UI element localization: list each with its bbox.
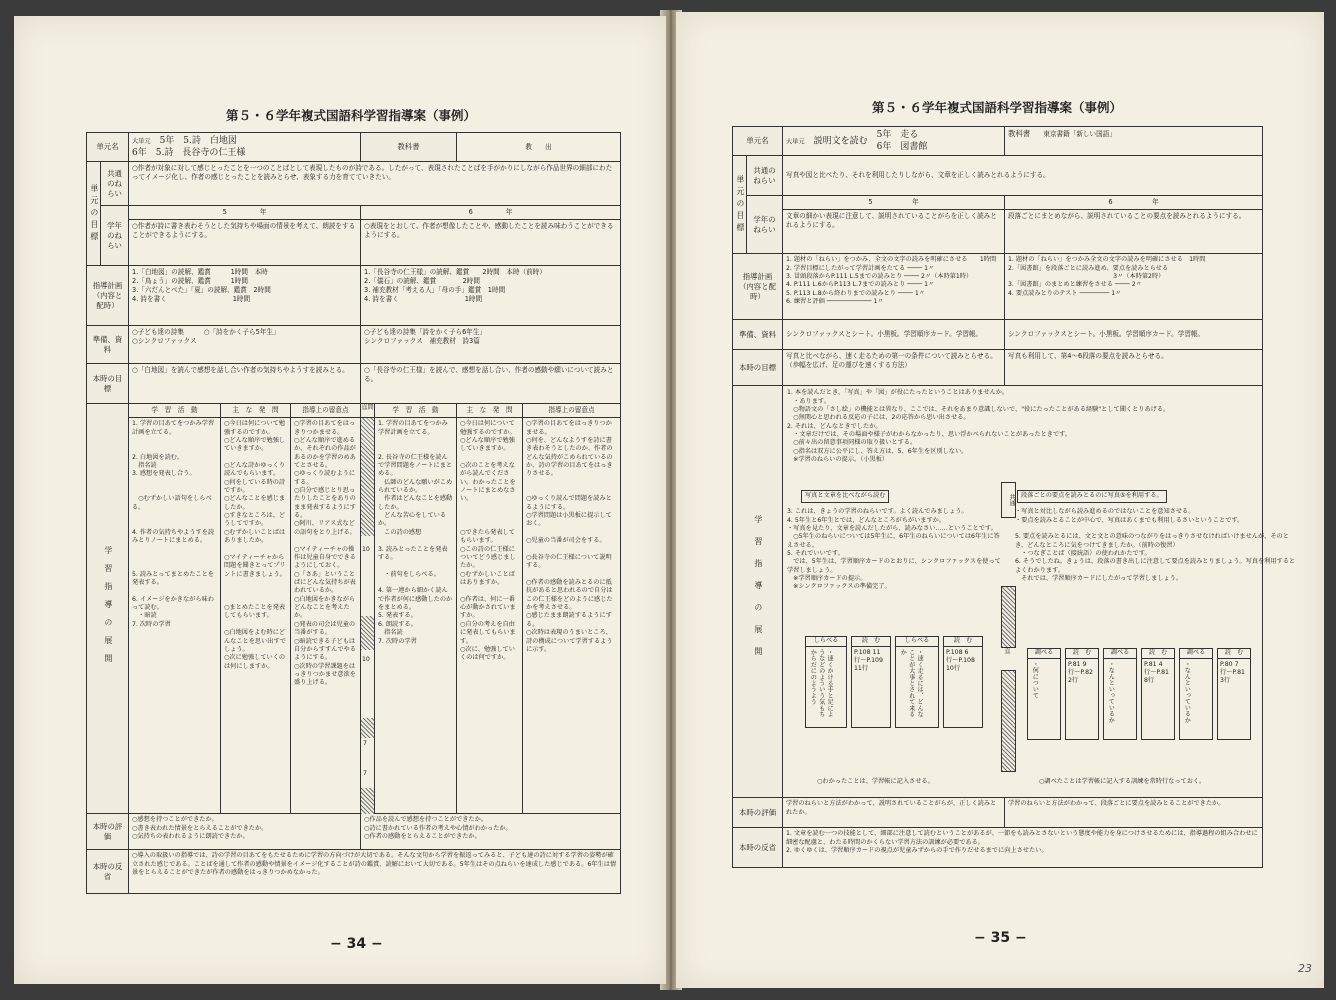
card-body: P.108 11行〜P.109 11行: [854, 648, 883, 673]
corner-note: 23: [1298, 962, 1312, 975]
sequence-card: [1179, 648, 1213, 740]
common-aim: ○作者が対象に対して感じとったことを一つのことばとして表現したものが詩である。したがって、表現されたことばを手がかりにしながら作品世界の細部にわたってイメージ化し、作者の感じとったことを読みとらせ、表象する力を育てていきたい。: [129, 162, 621, 206]
grade5-aim: 文章の細かい表現に注意して、説明されていることがらを正しく読みとれるようにする。: [783, 210, 1005, 254]
direct-indirect-column: [361, 418, 375, 814]
sequence-card: [1103, 648, 1137, 740]
right-lesson-plan-table: [732, 126, 1296, 868]
proc-common: 1. 本を読んだとき、「写真」や「図」が役にたったということはありませんか。 ・あります。 ○物語文の「さし絵」の機能とは異なり、ここでは、それをあまり意識しないで、"役にたったことがある経験"として聞くとりあげる。 ○無関心と思われる反応の子には、2の応答から思い出させる。 2. それは、どんなときでしたか。 ・文章だけでは、その場面や様子がわからなかったり、思い浮かべられないことがあったときです。 ○前々出の留意事項同様の取り扱いとする。 ○指名は双方に公平にし、答え方は、5、6年生を区別しない。 ※学習のねらいの提示。（小黒板）: [787, 389, 1170, 464]
big-unit-label: 大単元: [132, 138, 151, 145]
hatch-block: [1001, 586, 1016, 648]
common-aim-label: 共通のねらい: [747, 156, 783, 196]
col-activity-6: 学 習 活 動: [375, 404, 457, 418]
left-page-number: − 34 −: [330, 936, 383, 952]
aim6-box: 段落ごとの要点を読みとるのに写真⑤を利用する。: [1017, 490, 1167, 502]
unit-label: 単元名: [733, 127, 783, 156]
review: 1. 文章を読む一つの技能として、細部に注意して読むということがあるが、一節をも読みとさないという態度や能力を身につけさせるためには、指導過程の組み合わせに細密な配慮と、わたる時間のかくらない学習方法の訓練が必要である。 2. ゆくゆくは、学習順序カードの視点が児童みずからの手で作りだせるまでに向上させたい。: [783, 828, 1263, 868]
card-label: 読 む: [1066, 649, 1098, 658]
hatch-block: [361, 788, 374, 814]
card-label: 読 む: [1218, 649, 1250, 658]
proc5-activity: 1. 学習の目あてをつかみ学習計画を立てる。 2. 白地図を読む。 指名読 3. 感想を発表し合う。 ○むずかしい語句をしらべる。 4. 作者の気持ちやようすを読みとりノートにまとめる。 5. 読みとってまとめたことを発表する。 6. イメージをかきながら味わって読む。 ・暗読 7. 次時の学習: [129, 418, 221, 814]
common-aim-label: 共通のねらい: [101, 162, 129, 206]
textbook-cell: [1005, 127, 1263, 156]
review: ○導入の取扱いの指導では、詩の学習の目あてをもたせるために学習の方向づけが大切である。そんな文句から学習を振返ってみると、子ども達の詩に対する学習の姿勢が確立された感じである。ことばを通して作者の感動や情景をイメージ化することが詩の鑑賞、読解において大切である。5年生はその点ねらいを達成した感じである。6年生は情景をとらえることができたが作者の感動をはっきりつかめなかった。: [129, 850, 621, 894]
unit-text: 5年 5.詩 白地図 6年 5.詩 長谷寺の仁王様: [132, 136, 246, 159]
col-direct: 直間: [361, 404, 375, 418]
card-body: P.81 4行〜P.81 8行: [1144, 660, 1169, 685]
prep5: ○子ども達の詩集 ○「詩をかく子ら5年生」 ○シンクロファックス: [129, 326, 361, 364]
card-label: 読 む: [944, 637, 982, 646]
card-body: P.81 9行〜P.82 2行: [1068, 660, 1093, 685]
proc5-notes: ○学習の目あてをはっきりつかませる。 ○どんな順序で進めるか、それぞれの作品があるのかを学習のめあてとさせる。 ○ゆっくり読むようにする。 ○自分で感じとり思ったりしたことをありのまま発表するようにする。 ○阿川、リアス式などの語句をとり上げる。 ○マイティーチャの操作は児童自身でできるようにしておく。 ○「さあ」ということばにどんな気持ちが表われているか。 ○白地図をかきながらどんなことを考えたか。 ○発表の司会は児童の当番がする。 ○暗読できる子どもは自分からすすんでやるようにする。 ○次時の学習課題をはっきりつかませ意欲を盛り上げる。: [291, 418, 361, 814]
goal-label: 単元の目標: [87, 162, 101, 266]
eval-label: 本時の評価: [733, 798, 783, 828]
unit-label: 単元名: [87, 133, 129, 162]
card-label: 読 む: [852, 637, 890, 646]
grade6-header: 6 年: [1005, 196, 1263, 210]
sequence-card: [1027, 648, 1061, 740]
card6-row: [1027, 648, 1297, 748]
proc6-question: ○今日は何について勉強するのですか。 ○どんな順序で勉強していきますか。 ○次のことを考えながら読んでください。わかったことをノートにまとめなさい。 ○できたら発表してもらいます。 ○この詩の仁王様についてどう感じましたか。 ○むずかしいことばはありますか。 ○作者は、何に一番心が動かされていますか。 ○自分の考えを自由に発表してもらいます。 ○次に、勉強していくのは何ですか。: [457, 418, 523, 814]
prep6: シンクロファックスとシート。小黒板。学習順序カード。学習帳。: [1005, 320, 1263, 350]
textbook-label: 教科書: [1008, 129, 1031, 138]
right-page-number: − 35 −: [974, 930, 1027, 946]
left-page: [14, 16, 666, 984]
col-activity-5: 学 習 活 動: [129, 404, 221, 418]
eval-label: 本時の評価: [87, 814, 129, 850]
left-lesson-plan-table: [86, 132, 621, 894]
card-body: ・何について: [1031, 660, 1039, 698]
col-notes-5: 指導上の留意点: [291, 404, 361, 418]
common-aim: 写真や図と比べたり、それを利用したりしながら、文章を正しく読みとれるようにする。: [783, 156, 1263, 196]
proc6-end: ○調べたことは学習帳に記入する訓練を常時行なっておく。: [1039, 778, 1206, 786]
grade6-aim: 段落ごとにまとめながら、説明されていることの要点を読みとれるようにする。: [1005, 210, 1263, 254]
card-body: ・なんといっているか: [1107, 660, 1115, 723]
direct-mark-4: 7: [363, 770, 367, 778]
today-goal5: ○「白地図」を読んで感想を話し合い作者の気持ちやようすを読みとる。: [129, 364, 361, 404]
review-label: 本時の反省: [733, 828, 783, 868]
card-label: 調べる: [1028, 649, 1060, 658]
prep6: ○子ども達の詩集「詩をかく子ら6年生」 シンクロファックス 補充教材 詩3篇: [361, 326, 621, 364]
grade5-header: 5 年: [783, 196, 1005, 210]
proc6-activity: 1. 学習の目あてをつかみ学習計画を立てる。 2. 長谷寺の仁王様を読んで学習問題をノートにまとめる。 仏師のどんな願いがこめられているか。 作者はどんなことを感動したか。 どんな苦心をしているか。 この詩の感想 3. 読みとったことを発表する。 ・前句をしらべる。 4. 第一連から細かく読んで作者が何に感動したのかをまとめる。 5. 発表する。 6. 朗読する。 指名読 7. 次時の学習: [375, 418, 457, 814]
unit-value: [783, 127, 1005, 156]
today-goal6: ○「長谷寺の仁王様」を読んで、感想を話し合い、作者の感動や願いについて読みとる。: [361, 364, 621, 404]
eval6: ○作品を読んで感想を持つことができたか。 ○詩に書かれている作者の考えや心情がわかったか。 ○作者の感動をとらえることができたか。: [361, 814, 621, 850]
card5-row: [805, 636, 985, 736]
plan5: 1.「白地図」の読解、鑑賞 1時間 本時 2.「鳥ょう」の読解、鑑賞 1時間 3.「六だんとべた」「夏」の読解、鑑賞 2時間 4. 詩を書く 1時間: [129, 266, 361, 326]
grade5-aim: ○作者が詩に書き表わそうとした気持ちや場面の情景を考えて、朗読をすることができるようにする。: [129, 220, 361, 266]
hatch-block: [361, 616, 374, 650]
prep-label: 準備、資料: [87, 326, 129, 364]
unit-big: 説明文を読む: [813, 136, 868, 147]
review-label: 本時の反省: [87, 850, 129, 894]
grade5-header: 5 年: [129, 206, 361, 220]
card-body: P.80 7行〜P.81 3行: [1220, 660, 1245, 685]
proc6: ・写真と対比しながら読み進めるのではないことを意知させる。 ・要点を読みとることが中心で、写真はあくまでも利用しるさいということです。 5. 要点を読みとるには、文と文との意味のつながりをはっきりさせなければいけませんが、そのとき、どんなところに気をつけてきましたか。（前時の復習） ・つなぎことば（接続語）の使われかたです。 6. そうでしたね。きょうは、段落の書き出しに注意して要点を読みとりましょう。写真を利用するとよくわかります。 それでは、学習順序カードにしたがって学習しましょう。: [1015, 508, 1296, 583]
grade6-header: 6 年: [361, 206, 621, 220]
left-page-title: 第５・６学年複式国語科学習指導案（事例）: [226, 108, 477, 123]
card-label: 読 む: [1142, 649, 1174, 658]
sequence-card: [895, 636, 939, 728]
card-body: ・速く走るには、どんなことが大事とされて来るか: [899, 648, 924, 717]
side-mark-common: 共通: [1001, 482, 1016, 518]
direct-mark-3: 7: [363, 740, 367, 748]
col-notes-6: 指導上の留意点: [523, 404, 621, 418]
process-label: 学習指導の展開: [733, 386, 783, 798]
today-goal6: 写真も利用して、第4〜6段落の要点を読みとらせる。: [1005, 350, 1263, 386]
unit-value: [129, 133, 361, 162]
proc5-question: ○今日は何について勉強するのですか。 ○どんな順序で勉強していきますか。 ○どんな詩かゆっくり読んでもらいます。 ○何をしている時の詩ですか。 ○どんなことを感じましたか。 ○すきなところは、どうしてですか。 ○むずかしいことばはありましたか。 ○マイティーチャから問題を聞きとってプリントに書きましょう。 ○まとめたことを発表してもらいます。 ○白地図をよむ時にどんなことを思い出すでしょう。 ○次に勉強していくのは何にしますか。: [221, 418, 291, 814]
sequence-card: [943, 636, 983, 728]
hatch-block: [361, 418, 374, 536]
grade6-aim: ○表現をとおして、作者が想像したことや、感動したことを読み味わうことができるようにする。: [361, 220, 621, 266]
card-body: ・なんといっているか: [1183, 660, 1191, 723]
card-label: しらべる: [896, 637, 938, 646]
textbook-label: 教科書: [361, 133, 457, 162]
hatch-block: [1001, 670, 1016, 772]
col-question-6: 主 な 発 問: [457, 404, 523, 418]
card-body: ・速くかける手と足にようなどのよういう気もちからだにのようよう: [809, 648, 834, 717]
sequence-card: [805, 636, 847, 728]
eval5: 学習のねらいと方法がわかって、説明されていることがらが、正しく読みとれたか。: [783, 798, 1005, 828]
today-goal-label: 本時の目標: [733, 350, 783, 386]
today-goal-label: 本時の目標: [87, 364, 129, 404]
direct-mark-1: 10: [362, 546, 370, 554]
direct-mark-2: 10: [362, 656, 370, 664]
sequence-card: [1217, 648, 1251, 740]
process-label: 学習指導の展開: [87, 404, 129, 814]
card-label: しらべる: [806, 637, 846, 646]
textbook-value: 教 出: [457, 133, 621, 162]
process-cell: [783, 386, 1296, 798]
sequence-card: [851, 636, 891, 728]
proc6-notes: ○学習の目あてをはっきりつかませる。 ○何を、どんなようすを詩に書き表わそうとしたのか、作者のどんな気持がこめられているのか、詩の学習の目あてをはっきりさせる。 ○ゆっくり読んで問題を読みとるようにする。 ○学習問題は小黒板に提示しておく。 ○児童の当番が司会をする。 ○長谷寺の仁王様について説明する。 ○作者の感動を読みとるのに抵抗があると思われるので自分はこの仁王様をどのように感じたかを考えさせる。 ○感じたまま朗読するようにする。 ○次時は表現のうまいところ、詩の構成について学習するように示す。: [523, 418, 621, 814]
big-unit-label: 大単元: [786, 138, 805, 146]
textbook-value: 東京書籍「新しい国語」: [1043, 130, 1116, 138]
proc5-end: ○わかったことは、学習帳に記入させる。: [817, 778, 934, 786]
proc5: 3. これは、きょうの学習のねらいです。よく読んでみましょう。 4. 5年生と6年生とでは、どんなところがちがいますか。 ・写真を見たり、文章を読んだしたがら、読みなさい……ということです。 ○5年生のねらいについては5年生に、6年生のねらいについては6年生に答えさせる。 5. それでいいです。 では、5年生は、学習順序カードのとおりに、シンクロファックスを使って学習しましょう。 ※学習順序カードの提示。 ※シンクロファックスの準備完了。: [787, 508, 1001, 591]
eval5: ○感想を持つことができたか。 ○書き表われた情景をとらえることができたか。 ○気持ちの表われるように朗読できたか。: [129, 814, 361, 850]
sequence-card: [1141, 648, 1175, 740]
col-question-5: 主 な 発 問: [221, 404, 291, 418]
sequence-card: [1065, 648, 1099, 740]
prep5: シンクロファックスとシート。小黒板。学習順序カード。学習帳。: [783, 320, 1005, 350]
aim5-box: 写真と文章を比べながら読む: [801, 490, 889, 502]
card-label: 調べる: [1180, 649, 1212, 658]
today-goal5: 写真と比べながら、速く走るための第一の条件について読みとらせる。（歩幅を広げ、足の運びを速くする方法）: [783, 350, 1005, 386]
side-mark-indirect: 直: [1004, 648, 1011, 656]
grade-aim-label: 学年のねらい: [747, 196, 783, 254]
plan5: 1. 題材の「ねらい」をつかみ、全文の文字の読みを明確にさせる 1時間 2. 学習目標にしたがって学習計画をたてる ──── 1〃 3. 冒頭段落からP.111 L.5までの読みとり ──── 2〃（本時第1時） 4. P.111 L.6からP.113 L.7までの読みとり ──── 1〃 5. P.113 L.8から終わりまでの読みとり ──── 1〃 6. 練習と評価 ──────────── 1〃: [783, 254, 1005, 320]
eval6: 学習のねらいと方法がわかって、段落ごとに要点を読みとることができたか。: [1005, 798, 1263, 828]
right-page-title: 第５・６学年複式国語科学習指導案（事例）: [872, 100, 1123, 115]
right-page: [676, 12, 1324, 988]
prep-label: 準備、資料: [733, 320, 783, 350]
unit-text: 5年 走る 6年 図書館: [876, 130, 928, 153]
card-label: 調べる: [1104, 649, 1136, 658]
plan-label: 指導計画 （内容と配時）: [733, 254, 783, 320]
plan6: 1. 題材の「ねらい」をつかみ全文の文字の読みを明確にさせる 1時間 2.「図書館」を段落ごとに読み進め、要点を読みとらせる 3〃（本時第2時） 3.「図書館」のまとめと練習をさせる ──── 2〃 4. 要点読みとりのテスト ──────── 1〃: [1005, 254, 1263, 320]
plan6: 1.「長谷寺の仁王様」の読解、鑑賞 2時間 本時（前時） 2.「儀石」の読解、鑑賞 2時間 3. 補充教材「考える人」「母の手」鑑賞 1時間 4. 詩を書く 1時間: [361, 266, 621, 326]
plan-label: 指導計画 （内容と配時）: [87, 266, 129, 326]
card-body: P.108 6行〜P.108 10行: [946, 648, 975, 673]
hatch-block: [361, 718, 374, 738]
grade-aim-label: 学年のねらい: [101, 206, 129, 266]
goal-label: 単元の目標: [733, 156, 747, 254]
